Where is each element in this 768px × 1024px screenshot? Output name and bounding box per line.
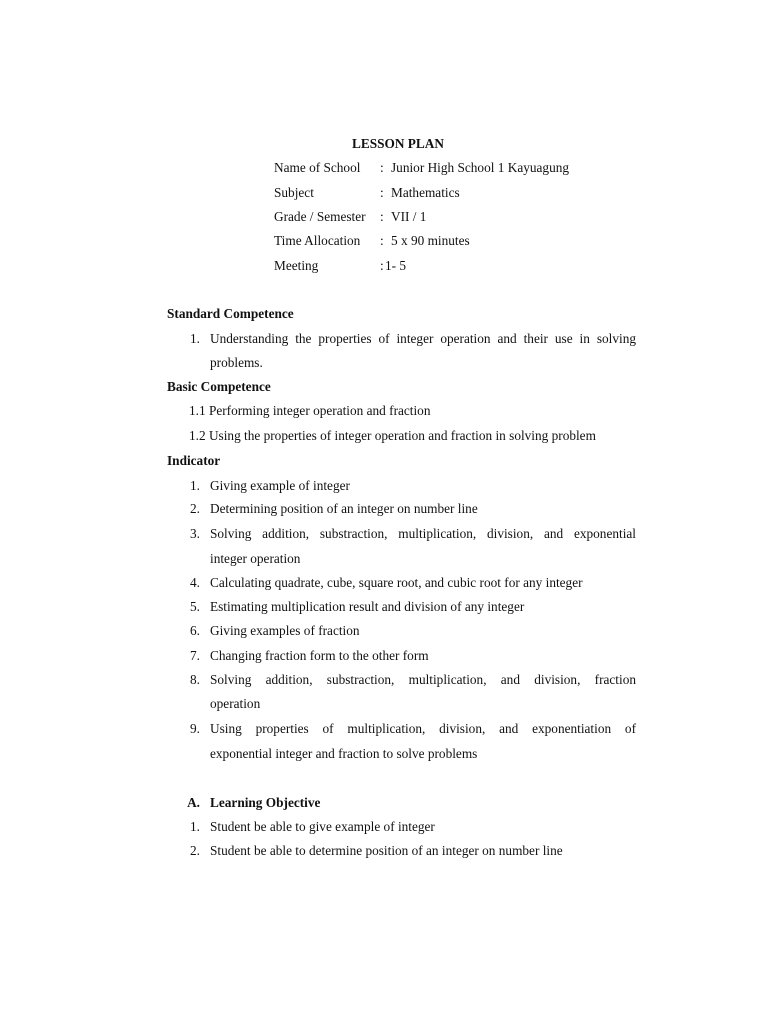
list-item-text: 1.2 Using the properties of integer operation and fraction in solving problem — [189, 428, 596, 443]
list-item-text: Changing fraction form to the other form — [210, 648, 429, 663]
list-item-text: Understanding the properties of integer operation and their use in solving — [210, 331, 636, 346]
list-item-text: problems. — [210, 355, 263, 370]
list-number: 1. — [190, 819, 200, 834]
list-number: 7. — [190, 648, 200, 663]
list-item-text: Calculating quadrate, cube, square root, and cubic root for any integer — [210, 575, 583, 590]
list-item-text: Solving addition, substraction, multiplication, and division, fraction — [210, 672, 636, 687]
list-item-text: Solving addition, substraction, multiplication, division, and exponential — [210, 526, 636, 541]
list-item-text: Student be able to determine position of an integer on number line — [210, 843, 563, 858]
section-heading-standard-competence: Standard Competence — [167, 306, 294, 321]
info-label-meeting: Meeting — [274, 258, 319, 273]
section-heading-basic-competence: Basic Competence — [167, 379, 271, 394]
list-item-text: Determining position of an integer on number line — [210, 501, 478, 516]
list-item-text: 1.1 Performing integer operation and fraction — [189, 403, 431, 418]
list-item-text: Using properties of multiplication, division, and exponentiation of — [210, 721, 636, 736]
page-title: LESSON PLAN — [352, 136, 444, 151]
info-label-grade: Grade / Semester — [274, 209, 366, 224]
list-item-text: Estimating multiplication result and division of any integer — [210, 599, 525, 614]
list-item-text: Giving example of integer — [210, 478, 350, 493]
info-separator: : — [380, 185, 384, 200]
list-item-text: Student be able to give example of integer — [210, 819, 435, 834]
list-number: 5. — [190, 599, 200, 614]
list-item-text: Giving examples of fraction — [210, 623, 360, 638]
list-number: 3. — [190, 526, 200, 541]
section-heading-learning-objective: Learning Objective — [210, 795, 321, 810]
info-value-time: 5 x 90 minutes — [391, 233, 470, 248]
list-number: 9. — [190, 721, 200, 736]
list-number: 6. — [190, 623, 200, 638]
info-value-school: Junior High School 1 Kayuagung — [391, 160, 570, 175]
info-value-subject: Mathematics — [391, 185, 460, 200]
info-value-meeting: 1- 5 — [385, 258, 407, 273]
list-number: 2. — [190, 843, 200, 858]
list-number: 1. — [190, 331, 200, 346]
info-value-grade: VII / 1 — [391, 209, 427, 224]
info-label-time: Time Allocation — [274, 233, 361, 248]
info-separator: : — [380, 233, 384, 248]
list-number: 1. — [190, 478, 200, 493]
list-item-text: integer operation — [210, 551, 301, 566]
info-separator: : — [380, 209, 384, 224]
info-separator: : — [380, 160, 384, 175]
info-label-subject: Subject — [274, 185, 314, 200]
list-item-text: operation — [210, 696, 261, 711]
list-number: 4. — [190, 575, 200, 590]
info-label-school: Name of School — [274, 160, 361, 175]
list-item-text: exponential integer and fraction to solve problems — [210, 746, 478, 761]
section-letter: A. — [187, 795, 200, 810]
section-heading-indicator: Indicator — [167, 453, 221, 468]
list-number: 8. — [190, 672, 200, 687]
info-separator: : — [380, 258, 384, 273]
list-number: 2. — [190, 501, 200, 516]
